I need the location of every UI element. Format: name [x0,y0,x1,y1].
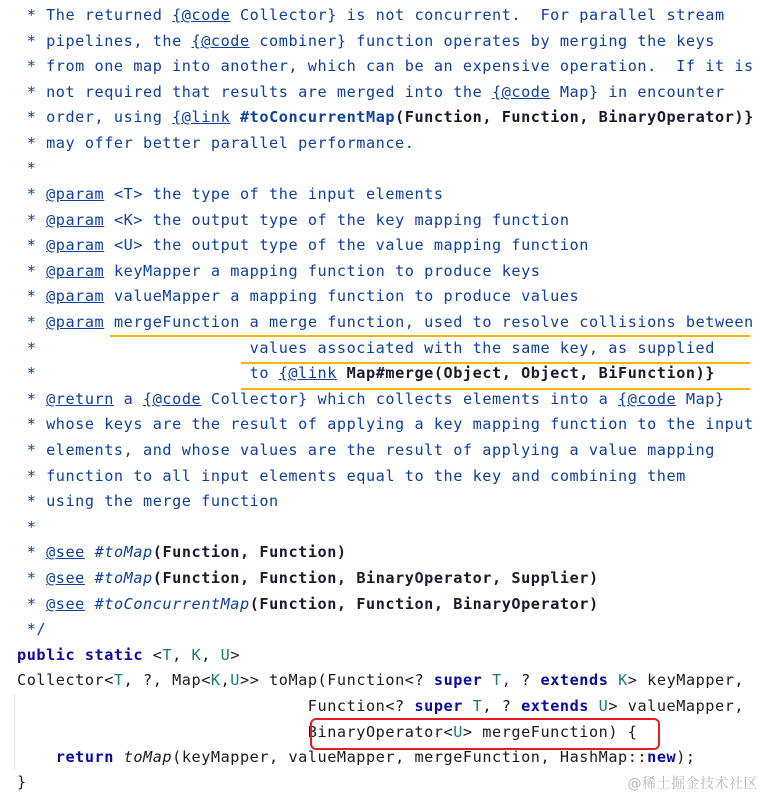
javadoc-line: * The returned {@code Collector} is not concurrent. For parallel stream [17,6,725,24]
javadoc-line: */ [17,620,47,638]
highlight-underline [241,388,750,390]
javadoc-line: * @return a {@code Collector} which collects elements into a {@code Map} [17,390,725,408]
javadoc-line: * @see #toMap(Function, Function) [17,543,347,561]
highlight-underline [241,362,750,364]
javadoc-line: * function to all input elements equal to the key and combining them [17,467,686,485]
javadoc-line: * @see #toConcurrentMap(Function, Function, BinaryOperator) [17,595,599,613]
javadoc-line: * [17,159,37,177]
javadoc-line: * values associated with the same key, as supplied [17,339,715,357]
javadoc-line: * @param valueMapper a mapping function to produce values [17,287,580,305]
javadoc-line: * @param keyMapper a mapping function to produce keys [17,262,541,280]
watermark: @稀土掘金技术社区 [627,776,758,792]
javadoc-line: * whose keys are the result of applying a key mapping function to the input [17,415,754,433]
code-line: BinaryOperator<U> mergeFunction) { [17,723,638,741]
code-line: return toMap(keyMapper, valueMapper, mergeFunction, HashMap::new); [55,748,696,766]
highlight-box [310,718,660,750]
javadoc-line: * using the merge function [17,492,279,510]
javadoc-line: * may offer better parallel performance. [17,134,415,152]
code-line: Function<? super T, ? extends U> valueMapper, [17,697,745,715]
javadoc-line: * @param <U> the output type of the value mapping function [17,236,589,254]
javadoc-line: * @param <K> the output type of the key mapping function [17,211,570,229]
javadoc-line: * pipelines, the {@code combiner} function operates by merging the keys [17,32,715,50]
javadoc-line: * @param mergeFunction a merge function, used to resolve collisions between [17,313,754,331]
javadoc-line: * elements, and whose values are the result of applying a value mapping [17,441,715,459]
indent-guide [14,694,15,770]
javadoc-line: * not required that results are merged into the {@code Map} in encounter [17,83,725,101]
code-line: Collector<T, ?, Map<K,U>> toMap(Function<? super T, ? extends K> keyMapper, [17,671,745,689]
highlight-underline [110,335,750,337]
javadoc-line: * [17,518,37,536]
javadoc-line: * @param <T> the type of the input elements [17,185,444,203]
javadoc-line: * @see #toMap(Function, Function, BinaryOperator, Supplier) [17,569,599,587]
javadoc-line: * from one map into another, which can be an expensive operation. If it is [17,57,754,75]
javadoc-line: * to {@link Map#merge(Object, Object, BiFunction)} [17,364,715,382]
code-line: public static <T, K, U> [17,646,241,664]
javadoc-line: * order, using {@link #toConcurrentMap(Function, Function, BinaryOperator)} [17,108,754,126]
code-line: } [17,773,27,791]
